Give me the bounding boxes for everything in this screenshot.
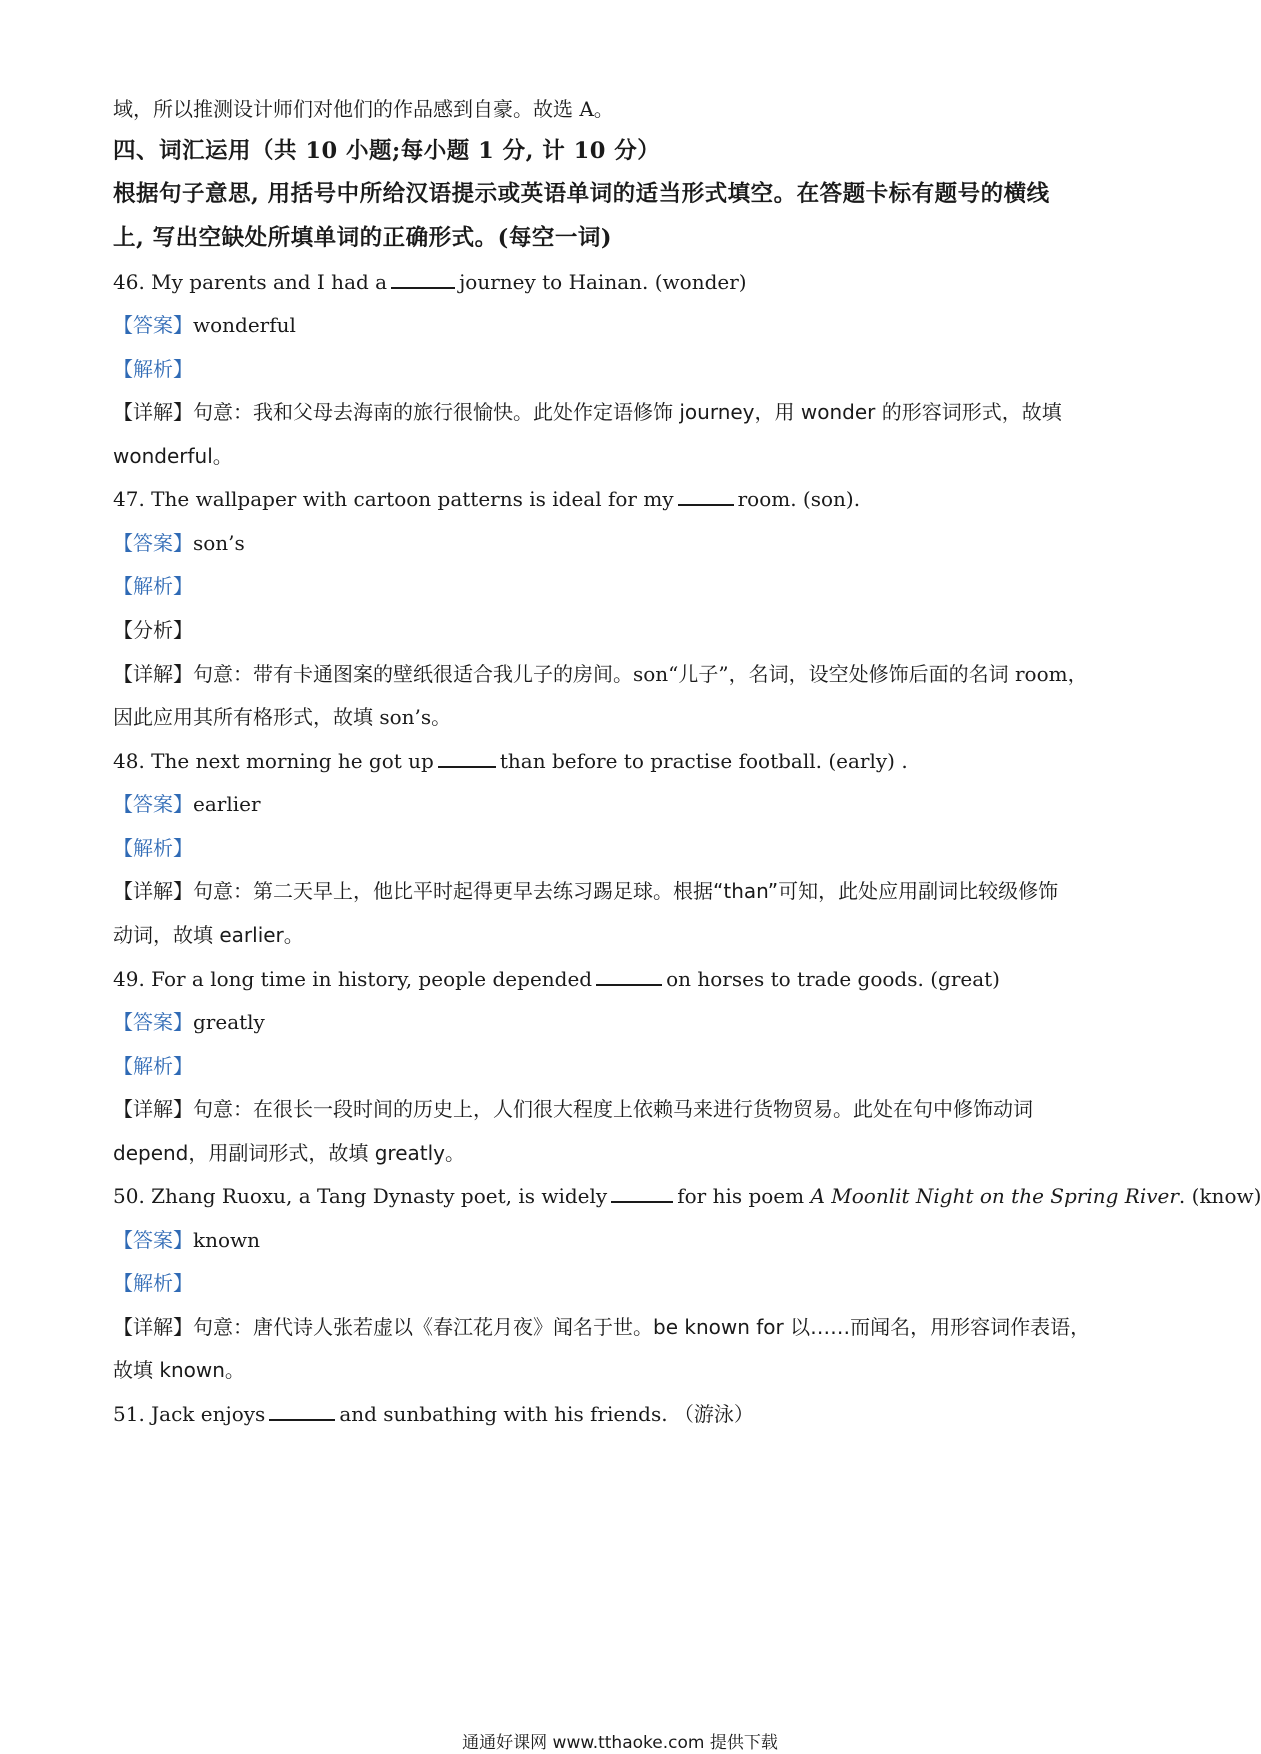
question-47: 47. The wallpaper with cartoon patterns is ideal for my room. (son).: [113, 487, 861, 511]
fenxi-label: 【分析】: [113, 618, 193, 642]
answer-blank: [269, 1401, 335, 1421]
section-instruction-1: 根据句子意思, 用括号中所给汉语提示或英语单词的适当形式填空。在答题卡标有题号的横线: [113, 181, 1050, 207]
section-title: 四、词汇运用（共 10 小题;每小题 1 分, 计 10 分）: [113, 138, 661, 164]
question-50: 50. Zhang Ruoxu, a Tang Dynasty poet, is widely for his poem A Moonlit Night on the Spring River. (know): [113, 1184, 1261, 1208]
detail-46-1: 【详解】句意：我和父母去海南的旅行很愉快。此处作定语修饰 journey，用 wonder 的形容词形式，故填: [113, 400, 1062, 424]
page-footer: 通通好课网 www.tthaoke.com 提供下载: [462, 1733, 778, 1753]
answer-50: 【答案】known: [113, 1228, 261, 1252]
detail-49-2: depend，用副词形式，故填 greatly。: [113, 1141, 466, 1165]
answer-blank: [391, 269, 455, 289]
detail-50-1: 【详解】句意：唐代诗人张若虚以《春江花月夜》闻名于世。be known for 以……而闻名，用形容词作表语，: [113, 1315, 1091, 1339]
answer-46: 【答案】wonderful: [113, 313, 296, 337]
analysis-label: 【解析】: [113, 574, 193, 598]
section-instruction-2: 上, 写出空缺处所填单词的正确形式。(每空一词): [113, 225, 612, 251]
answer-blank: [438, 748, 496, 768]
answer-49: 【答案】greatly: [113, 1010, 265, 1034]
answer-blank: [596, 966, 662, 986]
answer-47: 【答案】son’s: [113, 531, 245, 555]
analysis-label: 【解析】: [113, 1271, 193, 1295]
question-49: 49. For a long time in history, people depended on horses to trade goods. (great): [113, 967, 1000, 991]
detail-48-1: 【详解】句意：第二天早上，他比平时起得更早去练习踢足球。根据“than”可知，此处应用副词比较级修饰: [113, 879, 1059, 903]
question-46: 46. My parents and I had a journey to Hainan. (wonder): [113, 270, 747, 294]
intro-text: 域，所以推测设计师们对他们的作品感到自豪。故选 A。: [113, 97, 614, 121]
detail-47-1: 【详解】句意：带有卡通图案的壁纸很适合我儿子的房间。son“儿子”，名词，设空处修饰后面的名词 room，: [113, 662, 1088, 686]
detail-49-1: 【详解】句意：在很长一段时间的历史上，人们很大程度上依赖马来进行货物贸易。此处在句中修饰动词: [113, 1097, 1033, 1121]
answer-blank: [611, 1183, 673, 1203]
answer-48: 【答案】earlier: [113, 792, 261, 816]
analysis-label: 【解析】: [113, 1054, 193, 1078]
answer-blank: [678, 486, 734, 506]
analysis-label: 【解析】: [113, 357, 193, 381]
detail-50-2: 故填 known。: [113, 1358, 245, 1382]
detail-48-2: 动词，故填 earlier。: [113, 923, 304, 947]
question-48: 48. The next morning he got up than before to practise football. (early) .: [113, 749, 908, 773]
question-51: 51. Jack enjoys and sunbathing with his friends. （游泳）: [113, 1402, 754, 1426]
analysis-label: 【解析】: [113, 836, 193, 860]
detail-46-2: wonderful。: [113, 444, 233, 468]
detail-47-2: 因此应用其所有格形式，故填 son’s。: [113, 705, 452, 729]
